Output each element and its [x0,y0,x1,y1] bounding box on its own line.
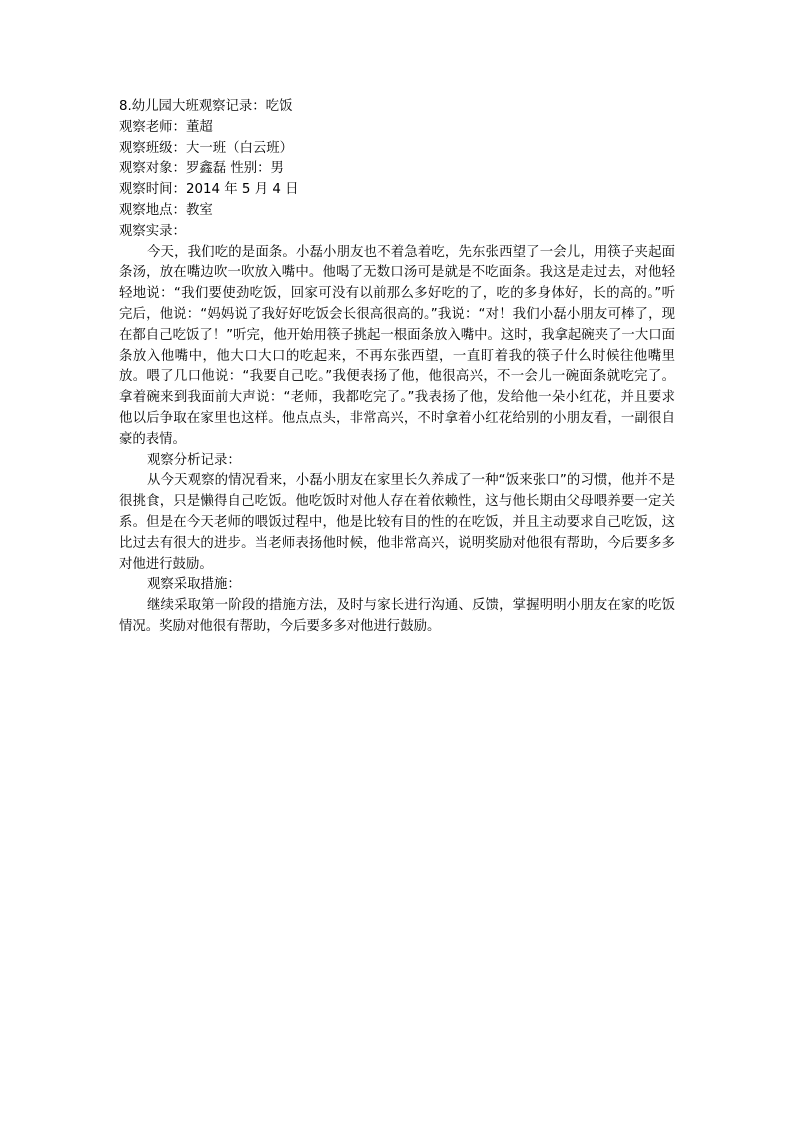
observation-subject: 观察对象：罗鑫磊 性别：男 [119,161,284,177]
document-body [119,97,675,638]
observation-date: 观察时间：2014 年 5 月 4 日 [119,182,299,198]
measures-paragraph: 继续采取第一阶段的措施方法，及时与家长进行沟通、反馈，掌握明明小朋友在家的吃饭情况。奖励对他很有帮助，今后要多多对他进行鼓励。 [119,598,675,634]
document-title: 8.幼儿园大班观察记录：吃饭 [119,99,293,114]
observer-teacher: 观察老师：董超 [119,119,213,135]
observation-class: 观察班级：大一班（白云班） [119,140,294,156]
observation-location: 观察地点：教室 [119,202,213,218]
measures-heading: 观察采取措施： [147,577,241,593]
record-heading: 观察实录： [119,223,186,239]
analysis-paragraph: 从今天观察的情况看来，小磊小朋友在家里长久养成了一种“饭来张口”的习惯，他并不是很挑食，只是懒得自己吃饭。他吃饭时对他人存在着依赖性，这与他长期由父母喂养要一定关系。但是在今天老师的喂饭过程中，他是比较有目的性的在吃饭，并且主动要求自己吃饭，这比过去有很大的进步。当老师表扬他时候，他非常高兴，说明奖励对他很有帮助，今后要多多对他进行鼓励。 [119,473,675,572]
record-paragraph: 今天，我们吃的是面条。小磊小朋友也不着急着吃，先东张西望了一会儿，用筷子夹起面条汤，放在嘴边吹一吹放入嘴中。他喝了无数口汤可是就是不吃面条。我这是走过去，对他轻轻地说：“我们要使劲吃饭，回家可没有以前那么多好吃的了，吃的多身体好，长的高的。”听完后，他说：“妈妈说了我好好吃饭会长很高很高的。”我说：“对！我们小磊小朋友可棒了，现在都自己吃饭了！”听完，他开始用筷子挑起一根面条放入嘴中。这时，我拿起碗夹了一大口面条放入他嘴中，他大口大口的吃起来，不再东张西望，一直盯着我的筷子什么时候往他嘴里放。喂了几口他说：“我要自己吃。”我便表扬了他，他很高兴，不一会儿一碗面条就吃完了。拿着碗来到我面前大声说：“老师，我都吃完了。”我表扬了他，发给他一朵小红花，并且要求他以后争取在家里也这样。他点点头，非常高兴，不时拿着小红花给别的小朋友看，一副很自豪的表情。 [119,244,675,447]
analysis-heading: 观察分析记录： [147,452,241,468]
